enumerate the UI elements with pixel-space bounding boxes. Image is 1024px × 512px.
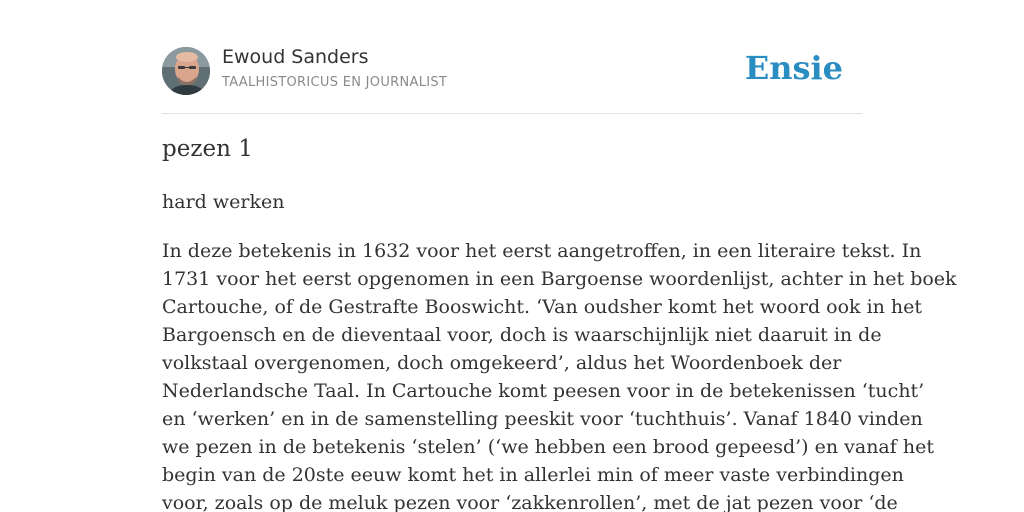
body-line: en ‘werken’ en in de samenstelling peeskit voor ‘tuchthuis’. Vanaf 1840 vinden xyxy=(162,408,923,430)
brand-logo[interactable]: Ensie xyxy=(744,49,843,87)
body-line: Cartouche, of de Gestrafte Booswicht. ‘Van oudsher komt het woord ook in het xyxy=(162,296,923,318)
author-role: TAALHISTORICUS EN JOURNALIST xyxy=(222,75,448,90)
article-header xyxy=(162,44,862,96)
body-line: we pezen in de betekenis ‘stelen’ (‘we hebben een brood gepeesd’) en vanaf het xyxy=(162,436,934,458)
body-line: volkstaal overgenomen, doch omgekeerd’, aldus het Woordenboek der xyxy=(162,352,842,374)
author-avatar[interactable] xyxy=(162,47,210,95)
body-line: In deze betekenis in 1632 voor het eerst aangetroffen, in een literaire tekst. In xyxy=(162,240,922,262)
entry-definition: hard werken xyxy=(162,191,285,213)
body-line: 1731 voor het eerst opgenomen in een Bargoense woordenlijst, achter in het boek xyxy=(162,268,957,290)
header-divider xyxy=(162,113,862,114)
entry-body xyxy=(162,237,957,512)
author-name[interactable]: Ewoud Sanders xyxy=(222,46,369,68)
entry-title: pezen 1 xyxy=(162,136,253,162)
body-line: voor, zoals op de meluk pezen voor ‘zakkenrollen’, met de jat pezen voor ‘de xyxy=(162,492,898,512)
body-line: Nederlandsche Taal. In Cartouche komt peesen voor in de betekenissen ‘tucht’ xyxy=(162,380,925,402)
author-portrait-image xyxy=(162,47,210,95)
body-line: begin van de 20ste eeuw komt het in allerlei min of meer vaste verbindingen xyxy=(162,464,904,486)
body-line: Bargoensch en de dieventaal voor, doch is waarschijnlijk niet daaruit in de xyxy=(162,324,882,346)
